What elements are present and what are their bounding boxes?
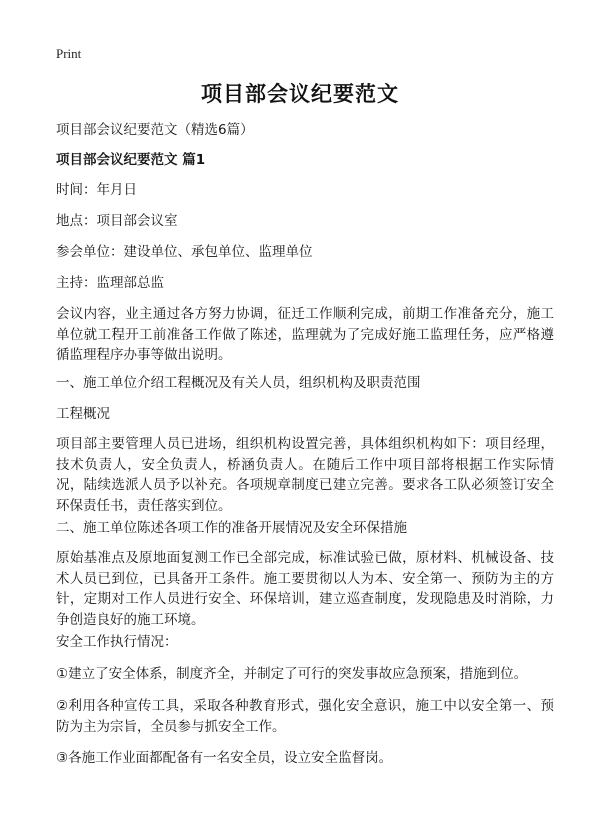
document-title: 项目部会议纪要范文 <box>201 82 399 106</box>
safety-heading: 安全工作执行情况： <box>56 634 178 650</box>
print-label: Print <box>56 46 82 61</box>
meeting-participants: 参会单位：建设单位、承包单位、监理单位 <box>56 244 313 260</box>
safety-item-3: ③各施工作业面都配备有一名安全员，设立安全监督岗。 <box>56 750 393 766</box>
heading-section-2: 二、施工单位陈述各项工作的准备开展情况及安全环保措施 <box>56 520 407 536</box>
heading-section-1: 一、施工单位介绍工程概况及有关人员，组织机构及职责范围 <box>56 375 421 391</box>
section-title: 项目部会议纪要范文 篇1 <box>56 152 206 168</box>
preparation-paragraph: 原始基准点及原地面复测工作已全部完成，标准试验已做，原材料、机械设备、技术人员已到位，已具备开工条件。施工要贯彻以人为本、安全第一、预防为主的方针，定期对工作人员进行安全、环保培训，建立巡查制度，发现隐患及时消除，力争创造良好的施工环境。 <box>56 550 554 628</box>
project-overview-paragraph: 项目部主要管理人员已进场，组织机构设置完善，具体组织机构如下：项目经理，技术负责人，安全负责人，桥涵负责人。在随后工作中项目部将根据工作实际情况，陆续选派人员予以补充。各项规章制度已建立完善。要求各工队必须签订安全环保责任书，责任落实到位。 <box>56 436 554 514</box>
meeting-time: 时间：年月日 <box>56 182 137 198</box>
meeting-location: 地点：项目部会议室 <box>56 213 178 229</box>
meeting-content-paragraph: 会议内容，业主通过各方努力协调，征迁工作顺利完成，前期工作准备充分，施工单位就工程开工前准备工作做了陈述，监理就为了完成好施工监理任务，应严格遵循监理程序办事等做出说明。 <box>56 306 554 363</box>
safety-item-2: ②利用各种宣传工具，采取各种教育形式，强化安全意识，施工中以安全第一、预防为主为宗旨，全员参与抓安全工作。 <box>56 698 554 735</box>
safety-item-1: ①建立了安全体系，制度齐全，并制定了可行的突发事故应急预案，措施到位。 <box>56 666 528 682</box>
meeting-host: 主持：监理部总监 <box>56 275 164 291</box>
document-subtitle: 项目部会议纪要范文（精选6篇） <box>56 122 254 138</box>
heading-project-overview: 工程概况 <box>56 406 110 422</box>
